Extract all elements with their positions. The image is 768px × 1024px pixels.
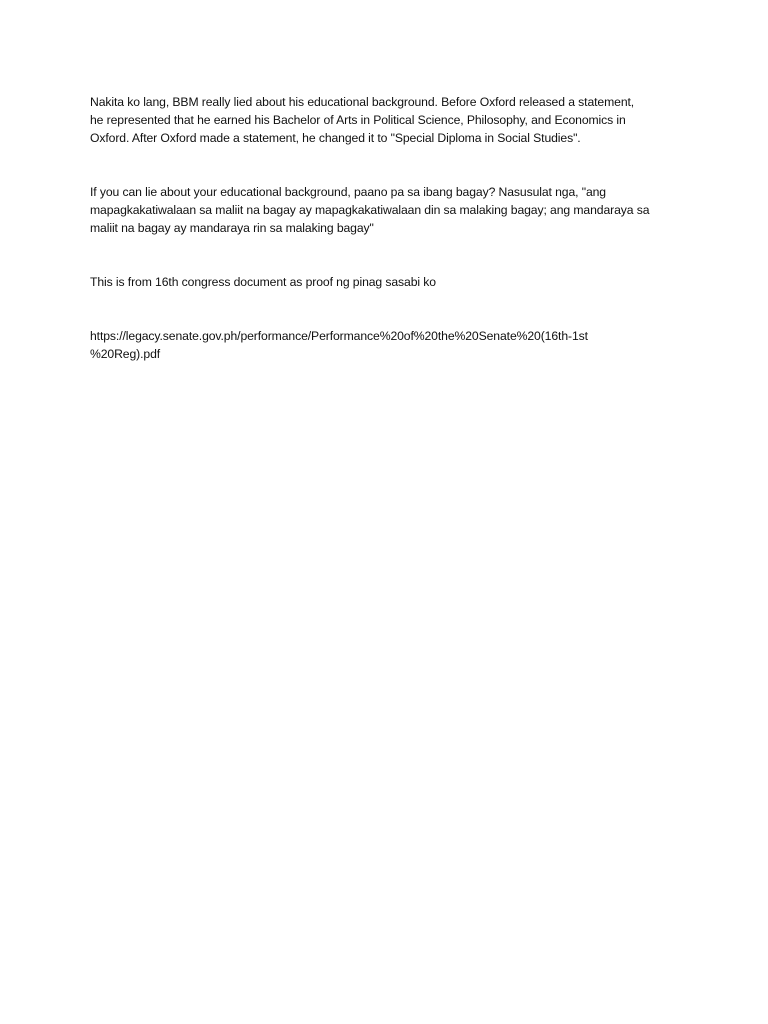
paragraph-trust-quote <box>90 183 690 237</box>
text-line: maliit na bagay ay mandaraya rin sa malaking bagay" <box>90 221 374 235</box>
text-line: he represented that he earned his Bachelor of Arts in Political Science, Philosophy, and Economics in <box>90 113 626 127</box>
document-body <box>90 93 690 363</box>
text-line: If you can lie about your educational background, paano pa sa ibang bagay? Nasusulat nga, "ang <box>90 185 606 199</box>
text-line: Nakita ko lang, BBM really lied about his educational background. Before Oxford released a statement, <box>90 95 635 109</box>
url-text-line[interactable]: https://legacy.senate.gov.ph/performance/Performance%20of%20the%20Senate%20(16th-1st <box>90 329 588 343</box>
text-line: mapagkakatiwalaan sa maliit na bagay ay mapagkakatiwalaan din sa malaking bagay; ang mandaraya sa <box>90 203 650 217</box>
paragraph-oxford-claim <box>90 93 690 147</box>
url-text-line[interactable]: %20Reg).pdf <box>90 347 161 361</box>
text-line: Oxford. After Oxford made a statement, he changed it to "Special Diploma in Social Studies". <box>90 131 581 145</box>
text-line: This is from 16th congress document as proof ng pinag sasabi ko <box>90 275 436 289</box>
paragraph-source-url[interactable] <box>90 327 690 363</box>
paragraph-source-note <box>90 273 690 291</box>
